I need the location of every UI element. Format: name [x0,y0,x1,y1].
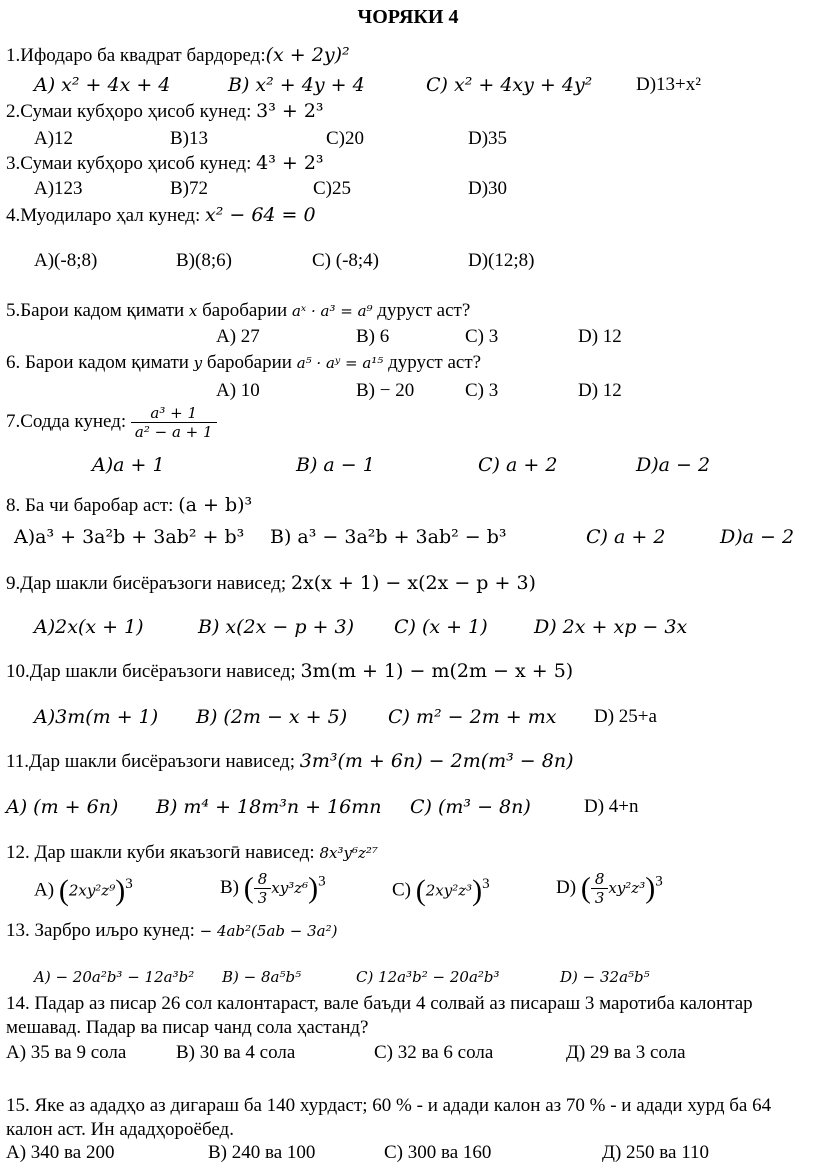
option-b: B) 30 ва 4 сола [176,1042,296,1063]
option-b: B) − 20 [356,380,415,401]
question-expression: aˣ · a³ = a⁹ [291,302,373,320]
option-d: D)a − 2 [636,454,711,476]
option-b: B) a³ − 3a²b + 3ab² − b³ [270,526,507,548]
question-expression: − 4ab²(5ab − 3a²) [199,922,338,940]
question-6: 6. Барои кадом қимати y баробарии a⁵ · aʸ = a¹⁵ дуруст аст? [6,352,482,373]
question-expression: (x + 2y)² [265,44,350,66]
question-1 [6,44,350,67]
option-a: A)123 [34,178,83,199]
question-15: 15. Яке аз ададҳо аз дигараш ба 140 хурдаст; 60 % - и адади калон аз 70 % - и адади хурд ба 64 калон аст. Ин ададҳороёбед. [6,1095,772,1140]
option-c: C) (-8;4) [312,250,380,271]
option-a: A) 35 ва 9 сола [6,1042,127,1063]
option-b: B) (2m − x + 5) [196,706,348,728]
option-a: A)2x(x + 1) [34,616,144,638]
option-c: C)25 [313,178,351,199]
question-4 [6,204,316,227]
question-text: 6. Барои кадом қимати [6,352,194,373]
option-d: D)13+x² [636,74,701,95]
question-variable: x [188,302,198,320]
option-a: A)(-8;8) [34,250,98,271]
option-c: C) (m³ − 8n) [410,796,531,818]
option-a: A) $(2xy^2z^9)^3$ [34,874,133,907]
option-c: C) 300 ва 160 [384,1142,492,1163]
question-expression: 3³ + 2³ [256,100,324,122]
question-text: 3.Сумаи кубҳоро ҳисоб кунед: [6,153,257,174]
question-expression: 2x(x + 1) − x(2x − p + 3) [290,572,536,594]
fraction-denominator: a² − a + 1 [134,423,213,441]
option-a: A) 340 ва 200 [6,1142,115,1163]
option-d: D)30 [468,178,508,199]
question-expression: a⁵ · aʸ = a¹⁵ [296,354,384,372]
question-expression: 3m(m + 1) − m(2m − x + 5) [300,660,574,682]
option-c: C) 3 [465,380,499,401]
option-c: C) x² + 4xy + 4y² [426,74,593,96]
option-d: D) ( $\frac{8}{3}$ xy²z³)$^3$ [556,870,663,907]
option-d: D)a − 2 [720,526,795,548]
option-c: C) 3 [465,326,499,347]
question-expression: x² − 64 = 0 [205,204,316,226]
question-expression: 3m³(m + 6n) − 2m(m³ − 8n) [299,750,574,772]
option-d: D) 12 [578,380,622,401]
question-text: 4.Муодиларо ҳал кунед: [6,205,205,226]
option-b: B) 6 [356,326,390,347]
question-14: 14. Падар аз писар 26 сол калонтараст, вале баъди 4 солвай аз писараш 3 маротиба калонтар мешавад. Падар ва писар чанд сола ҳастанд? [6,993,753,1038]
question-text: 12. Дар шакли куби якаъзогӣ нависед: [6,842,320,863]
question-13 [6,920,337,942]
option-b: B) m⁴ + 18m³n + 16mn [156,796,382,818]
question-8 [6,494,252,517]
question-11 [6,750,574,773]
question-fraction [131,404,217,441]
option-a: A)a³ + 3a²b + 3ab² + b³ [14,526,245,548]
option-a: A) x² + 4x + 4 [34,74,171,96]
option-d: D) 12 [578,326,622,347]
option-d: D) 2x + xp − 3x [534,616,688,638]
option-b: B)(8;6) [176,250,232,271]
option-c: C)20 [326,128,364,149]
fraction-numerator: a³ + 1 [131,404,217,423]
option-a: A) 10 [216,380,260,401]
question-text: 11.Дар шакли бисёраъзоги нависед; [6,751,300,772]
option-d: D) − 32a⁵b⁵ [560,968,650,986]
question-text: 7.Содда кунед: [6,410,131,432]
question-expression: 4³ + 2³ [256,152,324,174]
option-b: B)13 [170,128,208,149]
question-expression: 8x³y⁶z²⁷ [319,844,378,862]
question-2 [6,100,324,123]
page-title: ЧОРЯКИ 4 [357,6,459,28]
option-b: B) a − 1 [296,454,375,476]
option-b: B) − 8a⁵b⁵ [222,968,302,986]
option-c: C) (x + 1) [394,616,488,638]
option-c: C) a + 2 [586,526,666,548]
option-a: A) (m + 6n) [6,796,119,818]
option-a: A) 27 [216,326,260,347]
question-text: 8. Ба чи баробар аст: [6,495,179,516]
option-b: B)72 [170,178,208,199]
question-variable: y [193,354,203,372]
option-a: A)12 [34,128,74,149]
question-3 [6,152,324,175]
question-text: 2.Сумаи кубҳоро ҳисоб кунед: [6,101,257,122]
option-c: C) 32 ва 6 сола [374,1042,494,1063]
option-c: C) m² − 2m + mx [388,706,557,728]
option-c: C) a + 2 [478,454,558,476]
option-a: A)a + 1 [92,454,165,476]
question-7 [6,404,217,441]
question-9 [6,572,536,595]
question-text: 10.Дар шакли бисёраъзоги нависед; [6,661,301,682]
question-5: 5.Барои кадом қимати x баробарии aˣ · a³ = a⁹ дуруст аст? [6,300,471,321]
option-b: B) x² + 4y + 4 [228,74,365,96]
question-text: 9.Дар шакли бисёраъзоги нависед; [6,573,291,594]
option-b: B) x(2x − p + 3) [198,616,355,638]
question-12 [6,842,378,864]
option-d: D) 4+n [584,796,639,817]
option-b: B) 240 ва 100 [208,1142,316,1163]
option-d: Д) 29 ва 3 сола [566,1042,686,1063]
option-a: A)3m(m + 1) [34,706,159,728]
question-expression: (a + b)³ [178,494,253,516]
option-c: C) $(2xy^2z^3)^3$ [392,874,490,907]
option-c: C) 12a³b² − 20a²b³ [356,968,500,986]
question-text: 13. Зарбро иљро кунед: [6,920,200,941]
option-d: D)35 [468,128,508,149]
option-d: Д) 250 ва 110 [602,1142,709,1163]
question-text: 5.Барои кадом қимати [6,300,189,321]
option-d: D) 25+a [594,706,657,727]
question-10 [6,660,573,683]
question-text: 1.Ифодаро ба квадрат бардоред: [6,45,266,66]
option-b: B) ( $\frac{8}{3}$ xy³z⁶)$^3$ [220,870,326,907]
option-d: D)(12;8) [468,250,535,271]
option-a: A) − 20a²b³ − 12a³b² [34,968,195,986]
